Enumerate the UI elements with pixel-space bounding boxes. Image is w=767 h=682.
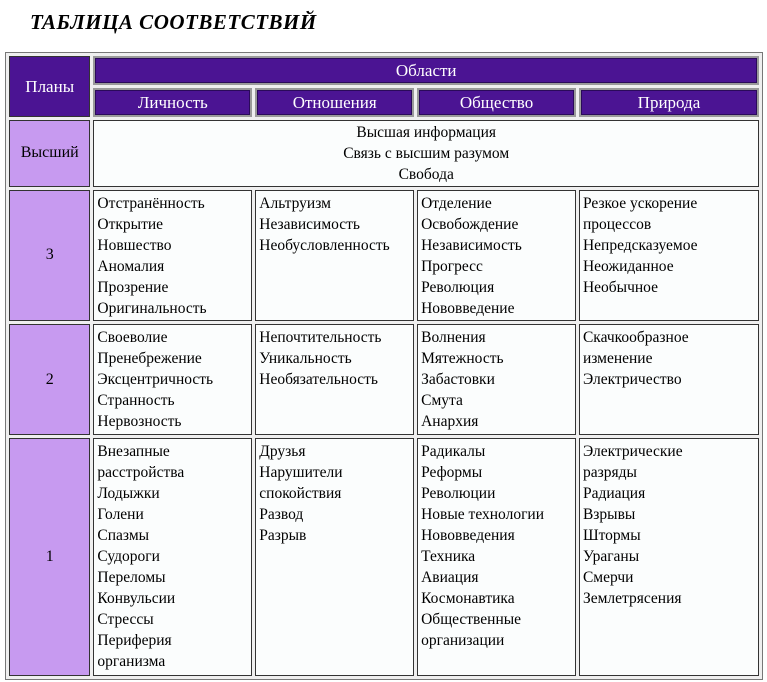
- table-cell: [93, 190, 252, 322]
- page-title: ТАБЛИЦА СООТВЕТСТВИЙ: [30, 10, 317, 34]
- cell-line: Реформы: [421, 463, 483, 481]
- cell-line: Альтруизм: [259, 194, 331, 212]
- cell-line: Общественные: [421, 610, 522, 628]
- cell-line: Необусловленность: [259, 236, 390, 254]
- cell-line: Лодыжки: [97, 484, 160, 502]
- table-cell: [93, 438, 252, 676]
- cell-line: Внезапные: [97, 442, 170, 460]
- cell-line: Периферия: [97, 631, 172, 649]
- cell-line: Нервозность: [97, 413, 182, 431]
- cell-line: Новые технологии: [421, 505, 545, 523]
- cell-line: Непредсказуемое: [582, 236, 698, 254]
- column-header-nature: Природа: [579, 88, 759, 117]
- table-cell: [417, 438, 576, 676]
- cell-line: процессов: [582, 215, 652, 233]
- cell-line: Прозрение: [97, 278, 169, 296]
- cell-line: Нововведение: [421, 299, 515, 317]
- cell-line: изменение: [582, 350, 653, 368]
- cell-line: Судороги: [97, 547, 160, 565]
- column-header-personality: Личность: [93, 88, 252, 117]
- highest-line: Свобода: [398, 165, 454, 183]
- cell-line: Странность: [97, 392, 175, 410]
- cell-line: Резкое ускорение: [582, 194, 698, 212]
- cell-line: расстройства: [97, 463, 185, 481]
- table-cell: [255, 190, 414, 322]
- cell-line: Отделение: [421, 194, 492, 212]
- cell-line: Уникальность: [259, 350, 352, 368]
- cell-line: Освобождение: [421, 215, 519, 233]
- cell-line: Отстранённость: [97, 194, 205, 212]
- table-cell: [93, 324, 252, 435]
- table-cell: [417, 324, 576, 435]
- cell-line: Непочтительность: [259, 329, 382, 347]
- cell-line: Нововведения: [421, 526, 515, 544]
- correspondence-table: [5, 52, 763, 680]
- cell-line: Взрывы: [582, 505, 636, 523]
- cell-line: Революции: [421, 484, 496, 502]
- highest-plan-cell: [93, 120, 759, 186]
- cell-line: Эксцентричность: [97, 371, 214, 389]
- cell-line: Независимость: [259, 215, 360, 233]
- column-header-relations: Отношения: [255, 88, 414, 117]
- highest-line: Связь с высшим разумом: [343, 144, 510, 162]
- cell-line: Переломы: [97, 568, 166, 586]
- cell-line: Радиация: [582, 484, 646, 502]
- cell-line: Волнения: [421, 329, 486, 347]
- cell-line: Голени: [97, 505, 144, 523]
- cell-line: организации: [421, 631, 505, 649]
- cell-line: спокойствия: [259, 484, 342, 502]
- cell-line: Необязательность: [259, 371, 378, 389]
- table-cell: [255, 438, 414, 676]
- cell-line: Революция: [421, 278, 495, 296]
- cell-line: Своеволие: [97, 329, 168, 347]
- cell-line: Анархия: [421, 413, 479, 431]
- column-header-society: Общество: [417, 88, 576, 117]
- cell-line: Спазмы: [97, 526, 150, 544]
- cell-line: разряды: [582, 463, 637, 481]
- cell-line: Открытие: [97, 215, 164, 233]
- cell-line: Техника: [421, 547, 476, 565]
- plan-label-3: 3: [9, 190, 90, 322]
- cell-line: организма: [97, 652, 166, 670]
- cell-line: Электричество: [582, 371, 682, 389]
- cell-line: Необычное: [582, 278, 658, 296]
- cell-line: Аномалия: [97, 257, 165, 275]
- cell-line: Штормы: [582, 526, 641, 544]
- cell-line: Независимость: [421, 236, 522, 254]
- cell-line: Нарушители: [259, 463, 343, 481]
- plan-label-2: 2: [9, 324, 90, 435]
- plan-label-highest: Высший: [9, 120, 90, 186]
- cell-line: Друзья: [259, 442, 306, 460]
- cell-line: Стрессы: [97, 610, 154, 628]
- cell-line: Ураганы: [582, 547, 640, 565]
- cell-line: Мятежность: [421, 350, 504, 368]
- cell-line: Прогресс: [421, 257, 483, 275]
- cell-line: Развод: [259, 505, 304, 523]
- cell-line: Смута: [421, 392, 463, 410]
- cell-line: Неожиданное: [582, 257, 674, 275]
- cell-line: Землетрясения: [582, 589, 682, 607]
- cell-line: Забастовки: [421, 371, 495, 389]
- plans-header: Планы: [9, 56, 90, 117]
- cell-line: Новшество: [97, 236, 172, 254]
- table-cell: [255, 324, 414, 435]
- cell-line: Радикалы: [421, 442, 486, 460]
- cell-line: Электрические: [582, 442, 683, 460]
- cell-line: Оригинальность: [97, 299, 207, 317]
- cell-line: Космонавтика: [421, 589, 515, 607]
- table-cell: [579, 324, 759, 435]
- cell-line: Разрыв: [259, 526, 307, 544]
- cell-line: Авиация: [421, 568, 479, 586]
- cell-line: Пренебрежение: [97, 350, 202, 368]
- cell-line: Конвульсии: [97, 589, 176, 607]
- highest-line: Высшая информация: [356, 123, 497, 141]
- areas-header: Области: [93, 56, 759, 85]
- cell-line: Смерчи: [582, 568, 634, 586]
- plan-label-1: 1: [9, 438, 90, 676]
- table-cell: [417, 190, 576, 322]
- cell-line: Скачкообразное: [582, 329, 689, 347]
- table-cell: [579, 438, 759, 676]
- table-cell: [579, 190, 759, 322]
